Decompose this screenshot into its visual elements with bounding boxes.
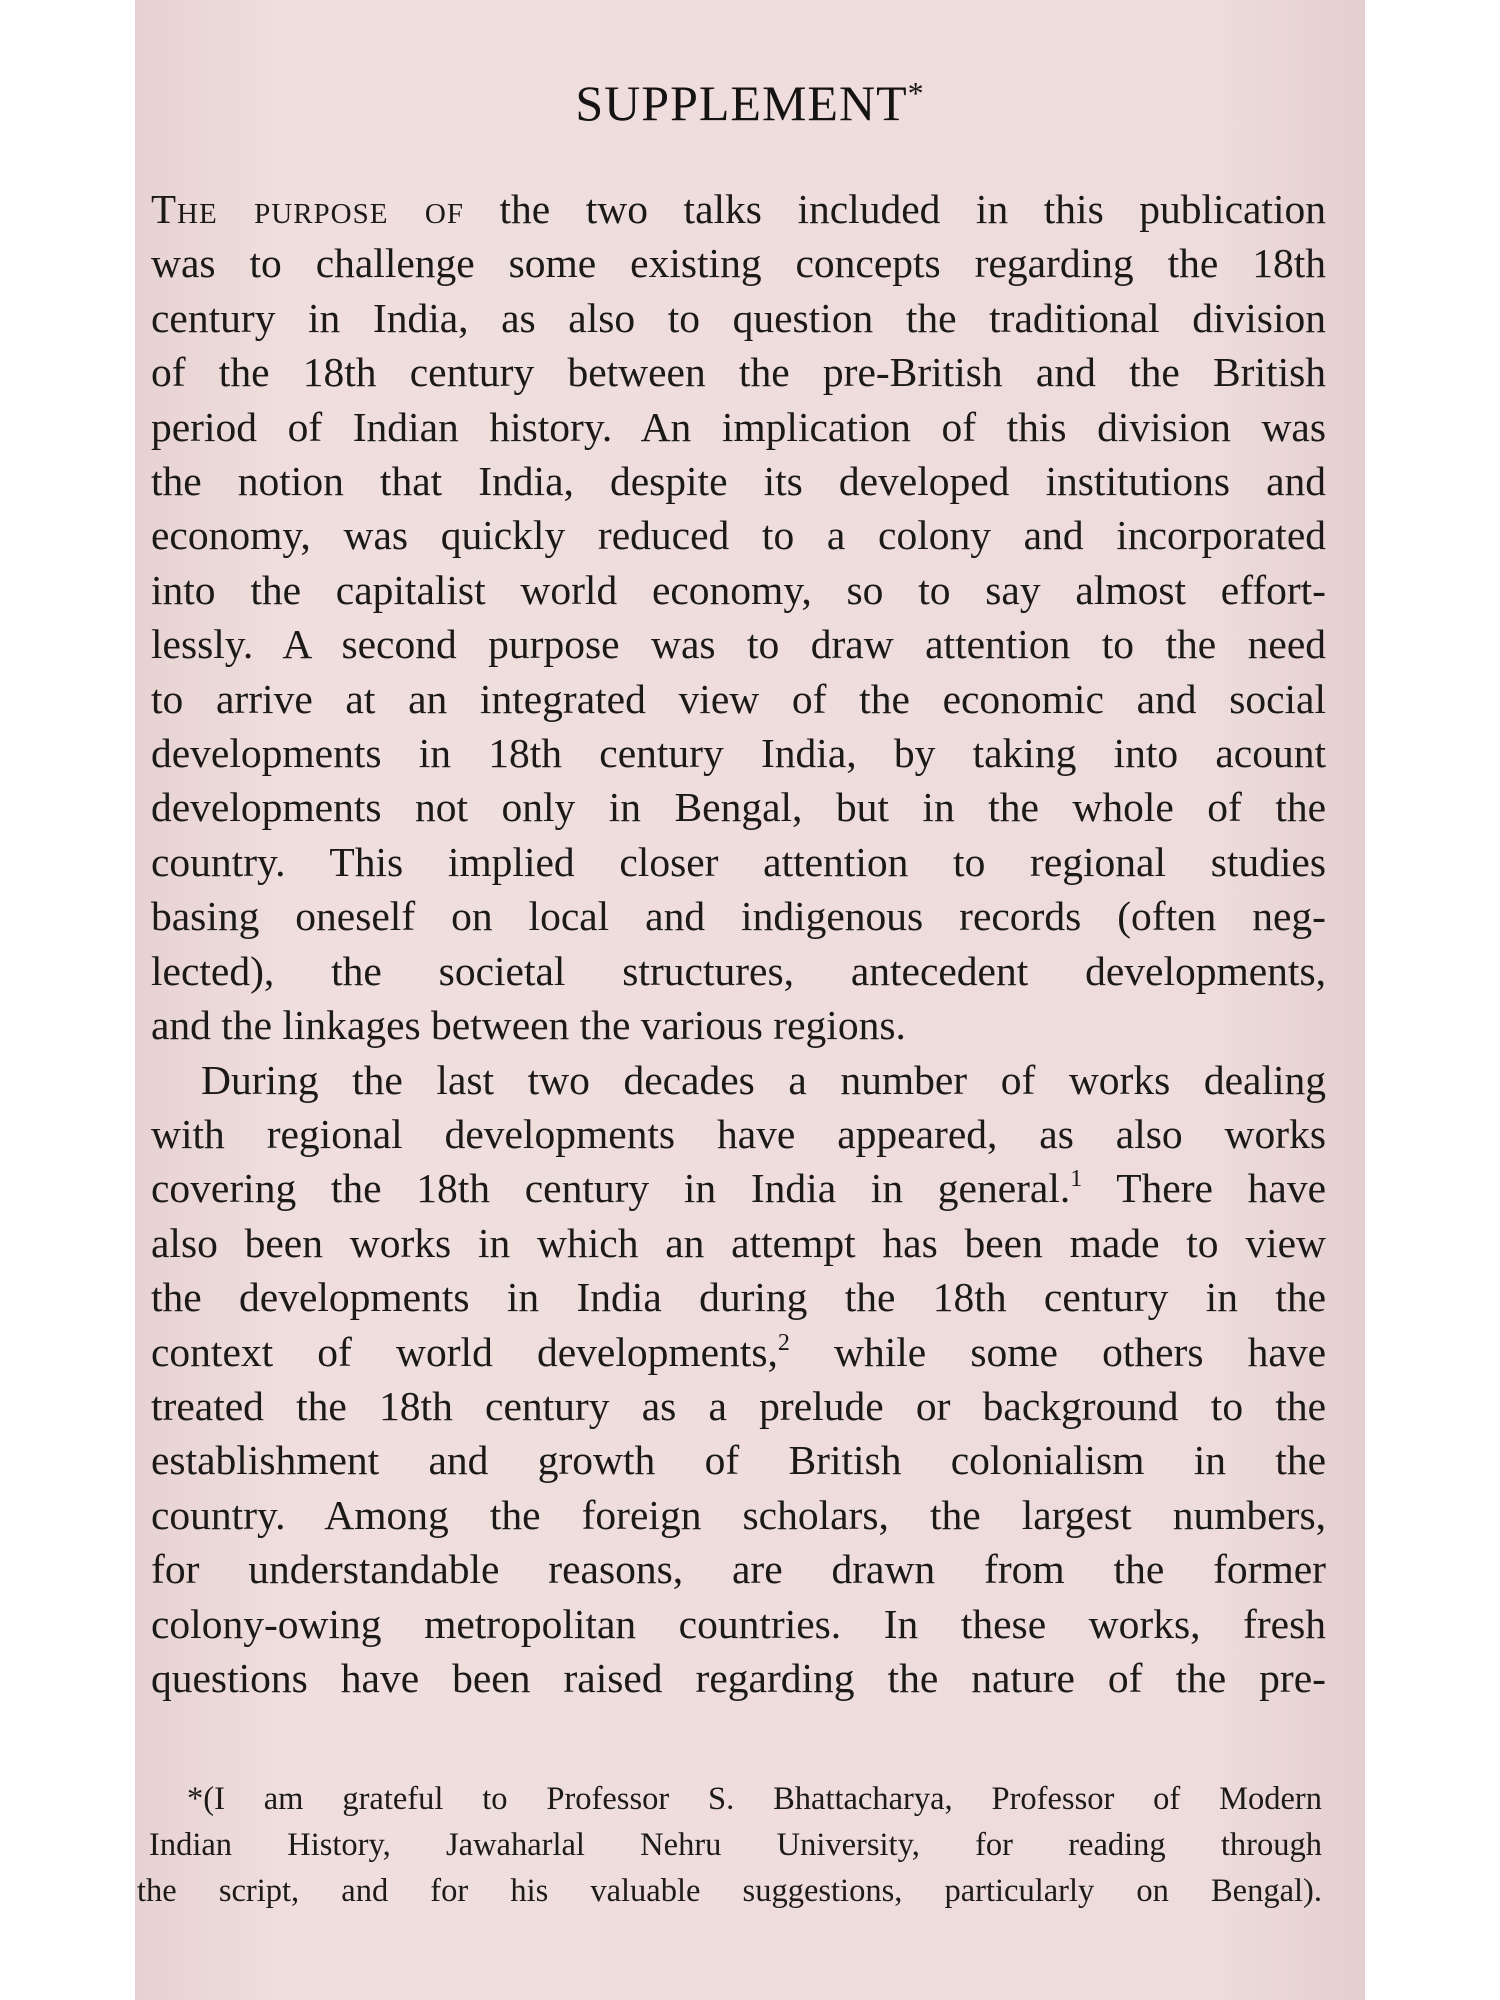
footnote-reference-1: 1 bbox=[1070, 1166, 1083, 1193]
main-text bbox=[151, 182, 1326, 1705]
text-line: developments not only in Bengal, but in the whole of the bbox=[151, 784, 1326, 831]
line-text: while some others have bbox=[789, 1328, 1326, 1375]
text-line: treated the 18th century as a prelude or background to the bbox=[151, 1382, 1326, 1429]
text-line: also been works in which an attempt has been made to view bbox=[151, 1219, 1326, 1266]
text-line: questions have been raised regarding the nature of the pre- bbox=[151, 1654, 1326, 1701]
text-line: lessly. A second purpose was to draw attention to the need bbox=[151, 621, 1326, 668]
text-line: country. This implied closer attention to regional studies bbox=[151, 838, 1326, 885]
page-title bbox=[135, 74, 1365, 132]
text-line: with regional developments have appeared, as also works bbox=[151, 1110, 1326, 1157]
text-line: century in India, as also to question the traditional division bbox=[151, 294, 1326, 341]
paragraph-2 bbox=[151, 1053, 1326, 1706]
text-line: for understandable reasons, are drawn from the former bbox=[151, 1546, 1326, 1593]
footnote bbox=[137, 1776, 1322, 1914]
footnote-line: the script, and for his valuable suggestions, particularly on Bengal). bbox=[137, 1873, 1322, 1909]
title-asterisk: * bbox=[907, 75, 925, 111]
text-line: and the linkages between the various regions. bbox=[151, 1002, 906, 1049]
line-text: covering the 18th century in India in general. bbox=[151, 1165, 1071, 1212]
line-remainder: the two talks included in this publication bbox=[463, 186, 1326, 232]
footnote-line: Indian History, Jawaharlal Nehru University, for reading through bbox=[149, 1827, 1322, 1863]
book-page bbox=[135, 0, 1365, 2000]
text-line: During the last two decades a number of works dealing bbox=[201, 1056, 1326, 1103]
text-line: into the capitalist world economy, so to say almost effort- bbox=[151, 566, 1326, 613]
text-line: to arrive at an integrated view of the economic and social bbox=[151, 675, 1326, 722]
page-title-text: SUPPLEMENT bbox=[575, 75, 908, 131]
text-line: colony-owing metropolitan countries. In these works, fresh bbox=[151, 1600, 1326, 1647]
line-text: context of world developments, bbox=[151, 1328, 778, 1375]
text-line bbox=[151, 1161, 1326, 1215]
text-line: the notion that India, despite its developed institutions and bbox=[151, 458, 1326, 505]
paragraph-1 bbox=[151, 182, 1326, 1053]
opening-small-caps: The purpose of bbox=[151, 186, 464, 232]
text-line: economy, was quickly reduced to a colony and incorporated bbox=[151, 512, 1326, 559]
line-text: There have bbox=[1082, 1165, 1326, 1212]
text-line: lected), the societal structures, antecedent developments, bbox=[151, 947, 1326, 994]
text-line: developments in 18th century India, by taking into acount bbox=[151, 730, 1326, 777]
text-line: establishment and growth of British colonialism in the bbox=[151, 1437, 1326, 1484]
footnote-line: *(I am grateful to Professor S. Bhattacharya, Professor of Modern bbox=[187, 1781, 1322, 1817]
footnote-reference-2: 2 bbox=[777, 1329, 790, 1356]
text-line: country. Among the foreign scholars, the largest numbers, bbox=[151, 1491, 1326, 1538]
text-line: basing oneself on local and indigenous records (often neg- bbox=[151, 893, 1326, 940]
text-line: period of Indian history. An implication of this division was bbox=[151, 403, 1326, 450]
text-line bbox=[151, 182, 1326, 236]
text-line: of the 18th century between the pre-British and the British bbox=[151, 349, 1326, 396]
text-line bbox=[151, 1325, 1326, 1379]
text-line: was to challenge some existing concepts regarding the 18th bbox=[151, 240, 1326, 287]
text-line: the developments in India during the 18th century in the bbox=[151, 1274, 1326, 1321]
